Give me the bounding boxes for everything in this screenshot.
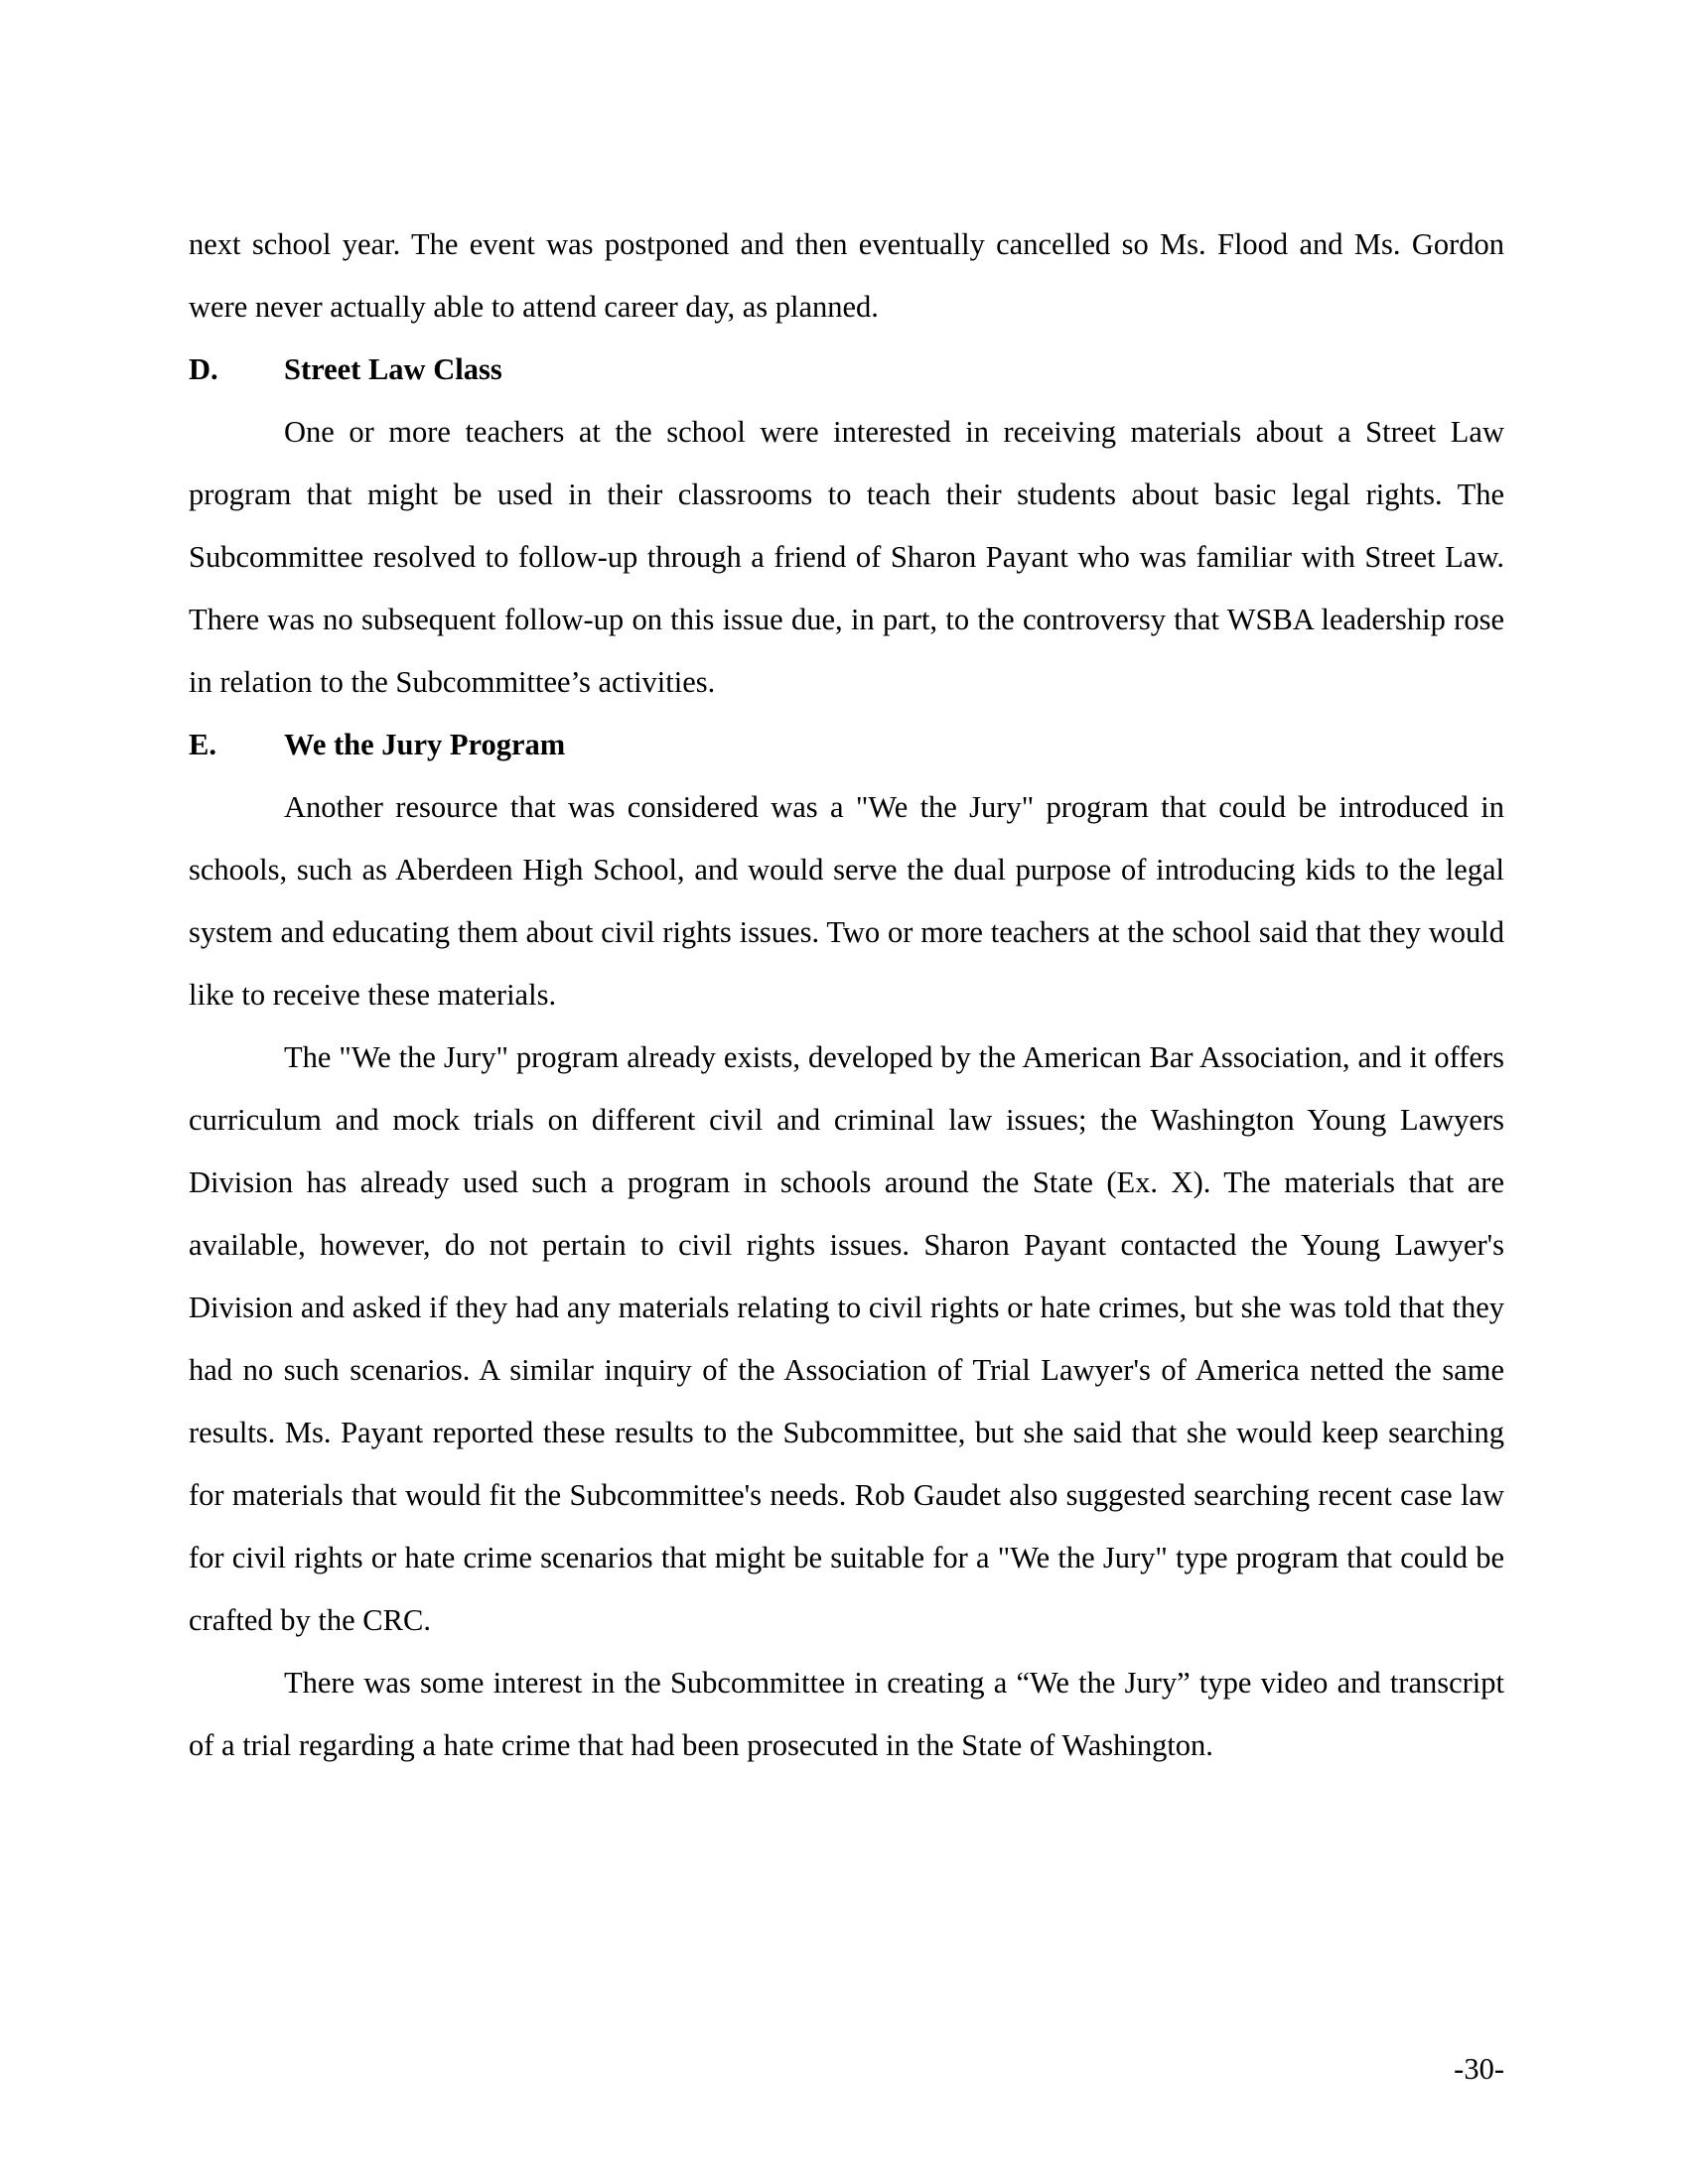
paragraph-we-the-jury-details: The "We the Jury" program already exists, developed by the American Bar Association, and it offers curriculum and mock trials on different civil and criminal law issues; the Washington Young Lawyers Division has already used such a program in schools around the State (Ex. X). The materials that are available, however, do not pertain to civil rights issues. Sharon Payant contacted the Young Lawyer's Division and asked if they had any materials relating to civil rights or hate crimes, but she was told that they had no such scenarios. A similar inquiry of the Association of Trial Lawyer's of America netted the same results. Ms. Payant reported these results to the Subcommittee, but she said that she would keep searching for materials that would fit the Subcommittee's needs. Rob Gaudet also suggested searching recent case law for civil rights or hate crime scenarios that might be suitable for a "We the Jury" type program that could be crafted by the CRC. (189, 1040, 1504, 1637)
section-title-we-the-jury-program: We the Jury Program (284, 728, 566, 761)
document-body (189, 213, 1504, 1777)
paragraph-continuation: next school year. The event was postponed and then eventually cancelled so Ms. Flood and Ms. Gordon were never actually able to attend career day, as planned. (189, 227, 1504, 324)
paragraph-we-the-jury-video: There was some interest in the Subcommittee in creating a “We the Jury” type video and transcript of a trial regarding a hate crime that had been prosecuted in the State of Washington. (189, 1666, 1504, 1762)
page-number: -30- (1454, 2052, 1504, 2086)
paragraph-we-the-jury-intro: Another resource that was considered was a "We the Jury" program that could be introduced in schools, such as Aberdeen High School, and would serve the dual purpose of introducing kids to the legal system and educating them about civil rights issues. Two or more teachers at the school said that they would like to receive these materials. (189, 790, 1504, 1012)
paragraph-street-law: One or more teachers at the school were interested in receiving materials about a Street Law program that might be used in their classrooms to teach their students about basic legal rights. The Subcommittee resolved to follow-up through a friend of Sharon Payant who was familiar with Street Law. There was no subsequent follow-up on this issue due, in part, to the controversy that WSBA leadership rose in relation to the Subcommittee’s activities. (189, 415, 1504, 699)
section-letter-d: D. (189, 352, 218, 386)
section-heading-e (189, 714, 1504, 776)
section-heading-d (189, 339, 1504, 401)
section-title-street-law-class: Street Law Class (284, 352, 502, 386)
section-letter-e: E. (189, 728, 216, 761)
